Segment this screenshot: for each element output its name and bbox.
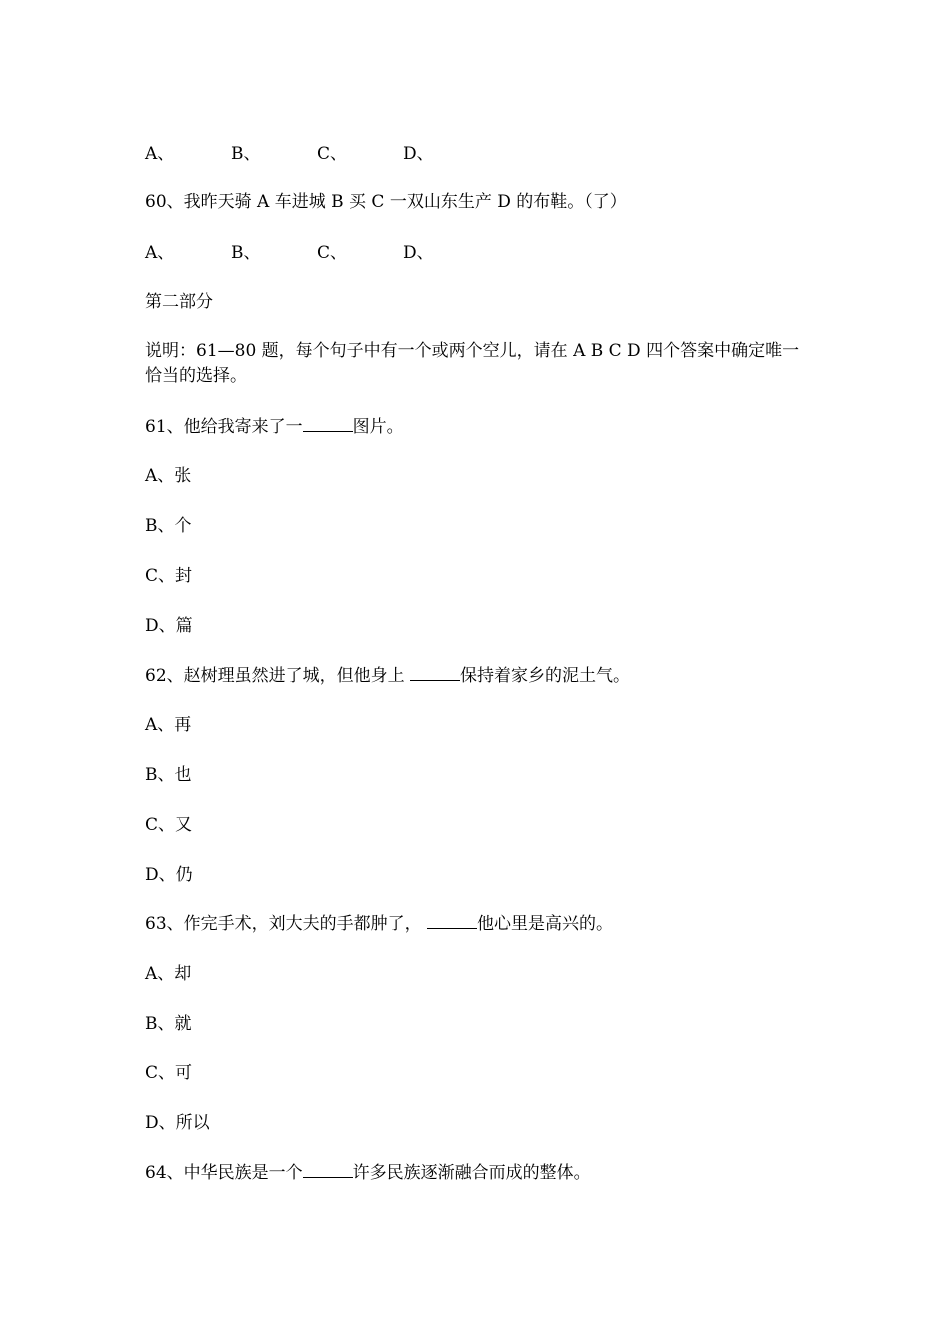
section-title: 第二部分 (145, 292, 213, 312)
q63-option-d: D、所以 (145, 1113, 210, 1133)
q63-blank (427, 914, 477, 929)
q59-option-c: C、 (317, 144, 348, 164)
q62-option-c: C、又 (145, 815, 193, 835)
q62-text-before: 62、赵树理虽然进了城，但他身上 (145, 666, 411, 686)
q60-option-b: B、 (231, 243, 261, 263)
q60-option-d: D、 (403, 243, 434, 263)
q63-text-after: 他心里是高兴的。 (477, 914, 614, 934)
q62-blank (410, 666, 460, 681)
q62-text-after: 保持着家乡的泥土气。 (460, 666, 631, 686)
q64-text-before: 64、中华民族是一个 (145, 1163, 303, 1183)
q63-text-before: 63、作完手术，刘大夫的手都肿了， (145, 914, 428, 934)
q62-option-b: B、也 (145, 765, 192, 785)
q60-text: 60、我昨天骑 A 车进城 B 买 C 一双山东生产 D 的布鞋。（了） (145, 192, 627, 212)
q63-question (145, 912, 613, 936)
q60-option-a: A、 (145, 243, 175, 263)
q61-blank (303, 417, 353, 432)
q61-option-a: A、张 (145, 466, 192, 486)
q60-option-c: C、 (317, 243, 348, 263)
q61-option-d: D、篇 (145, 616, 193, 636)
q61-option-c: C、封 (145, 566, 193, 586)
q62-option-a: A、再 (145, 715, 192, 735)
q64-question (145, 1161, 591, 1185)
q63-option-c: C、可 (145, 1063, 193, 1083)
q64-text-after: 许多民族逐渐融合而成的整体。 (352, 1163, 591, 1183)
section-instructions: 说明：61—80 题，每个句子中有一个或两个空儿，请在 A B C D 四个答案中确定唯一恰当的选择。 (145, 341, 800, 386)
q61-question (145, 415, 404, 439)
q63-option-a: A、却 (145, 964, 192, 984)
q61-text-before: 61、他给我寄来了一 (145, 417, 303, 437)
q59-option-a: A、 (145, 144, 175, 164)
q62-option-d: D、仍 (145, 865, 193, 885)
q63-option-b: B、就 (145, 1014, 192, 1034)
q61-option-b: B、个 (145, 516, 192, 536)
q59-option-d: D、 (403, 144, 434, 164)
q59-option-b: B、 (231, 144, 261, 164)
q62-question (145, 664, 630, 688)
q64-blank (303, 1163, 353, 1178)
q61-text-after: 图片。 (352, 417, 404, 437)
